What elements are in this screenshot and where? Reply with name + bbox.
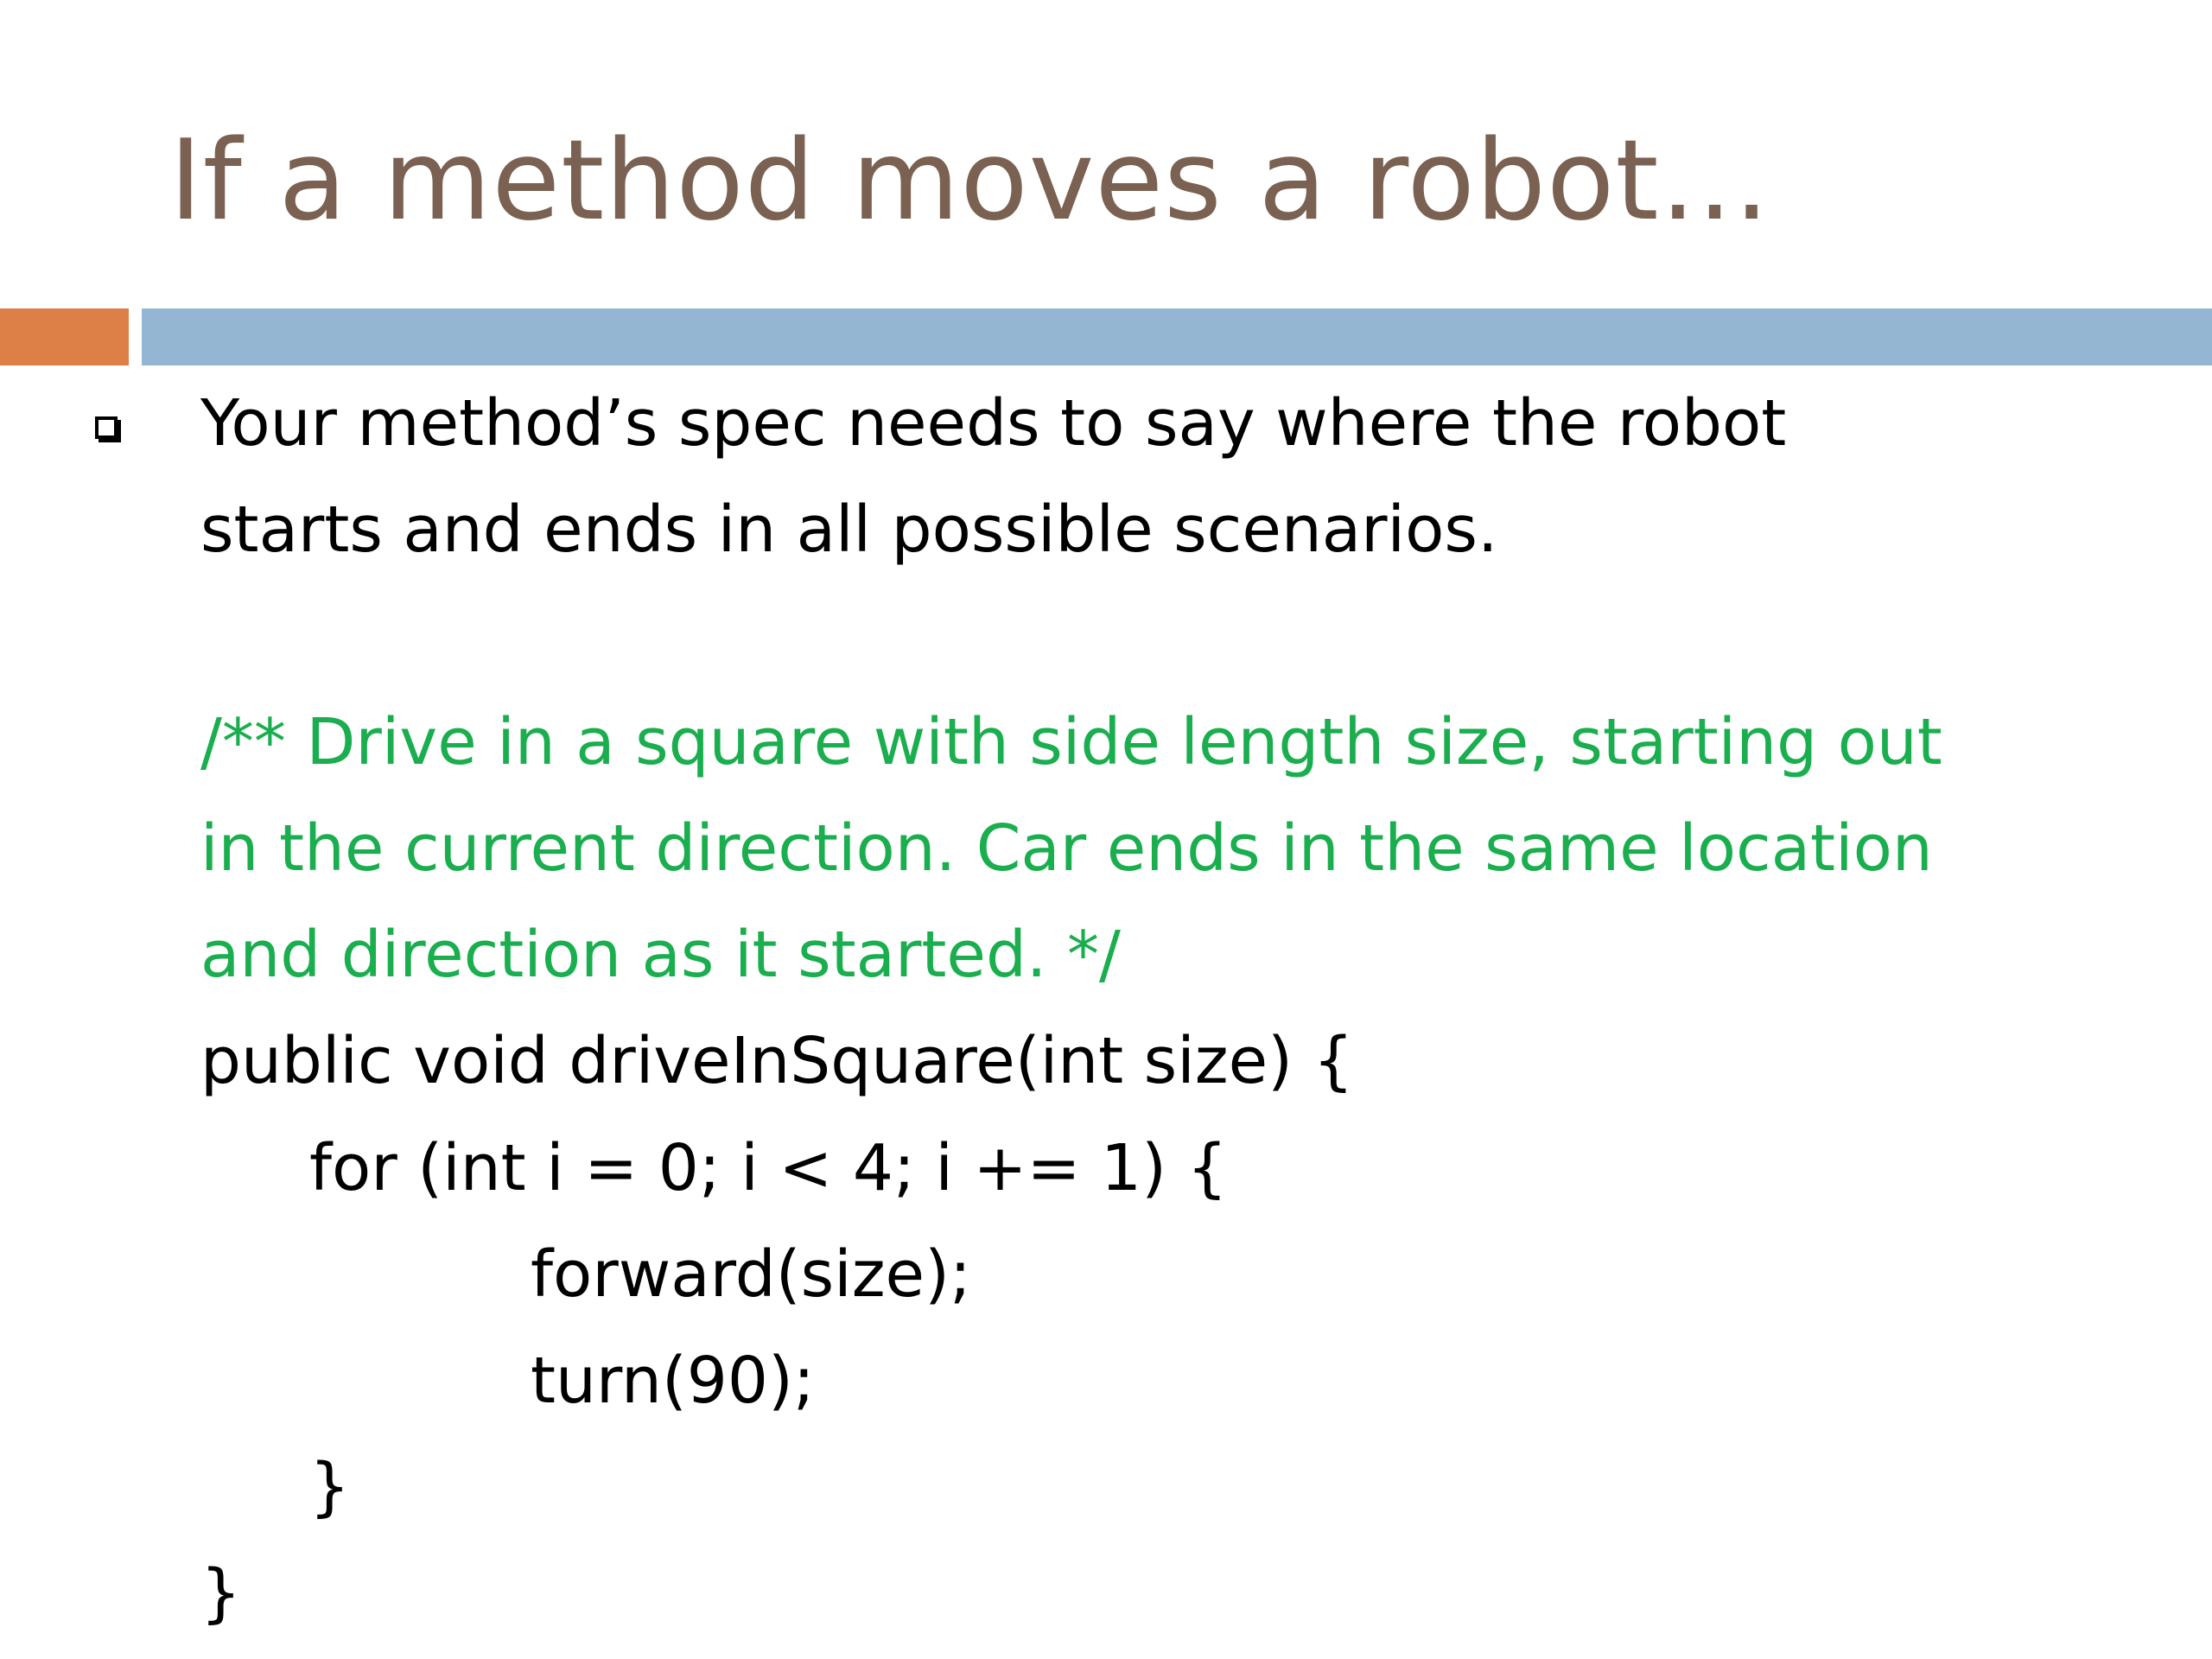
- code-for-loop-close: }: [309, 1450, 351, 1524]
- code-turn-call: turn(90);: [531, 1344, 815, 1418]
- title-accent-bar-orange: [0, 308, 129, 365]
- code-comment-line-2: in the current direction. Car ends in the same location: [200, 811, 1933, 886]
- hollow-square-bullet-icon: [95, 416, 118, 439]
- code-forward-call: forward(size);: [531, 1237, 971, 1312]
- code-for-loop: for (int i = 0; i < 4; i += 1) {: [309, 1131, 1228, 1205]
- code-comment-line-3: and direction as it started. */: [200, 918, 1121, 992]
- code-method-close: }: [200, 1556, 242, 1630]
- bullet-text-line-1: Your method’s spec needs to say where the robot: [200, 386, 1787, 461]
- code-comment-line-1: /** Drive in a square with side length size, starting out: [200, 705, 1942, 779]
- bullet-text-line-2: starts and ends in all possible scenarios.: [200, 493, 1498, 567]
- code-method-signature: public void driveInSquare(int size) {: [200, 1024, 1354, 1098]
- title-accent-bar-blue: [142, 308, 2212, 365]
- slide-title: If a method moves a robot…: [169, 117, 1771, 245]
